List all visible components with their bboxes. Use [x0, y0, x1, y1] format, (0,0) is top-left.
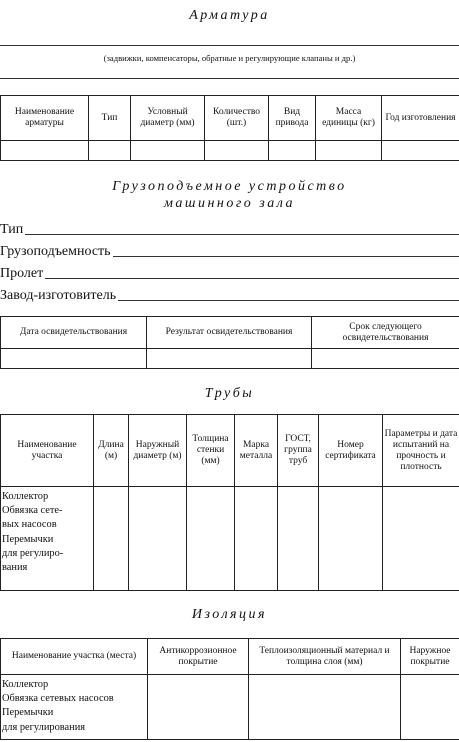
table-cell[interactable] — [382, 141, 459, 161]
column-header: ГОСТ, группа труб — [278, 415, 319, 487]
armatura-note: (задвижки, компенсаторы, обратные и регулирующие клапаны и др.) — [103, 53, 356, 63]
field-label: Тип — [0, 222, 24, 237]
table-cell[interactable] — [235, 487, 278, 591]
row-label: для регулирования — [2, 721, 86, 733]
column-header: Антикоррозионное покрытие — [148, 639, 249, 675]
row-label: Перемычки — [2, 533, 54, 545]
column-header: Длина (м) — [94, 415, 129, 487]
field-blank[interactable] — [113, 256, 459, 257]
column-header: Наименование участка — [1, 415, 94, 487]
column-header: Условный диаметр (мм) — [131, 96, 205, 141]
table-row — [1, 349, 459, 369]
lifting-field-span — [0, 262, 459, 282]
column-header: Результат освидетельствования — [147, 317, 312, 349]
column-header: Количество (шт.) — [205, 96, 269, 141]
insulation-title: Изоляция — [191, 607, 268, 622]
table-cell[interactable] — [94, 487, 129, 591]
column-header: Марка металла — [235, 415, 278, 487]
column-header: Дата освидетельствования — [1, 317, 147, 349]
column-header: Тип — [89, 96, 131, 141]
lifting-field-type — [0, 218, 459, 238]
table-cell[interactable] — [319, 487, 383, 591]
field-label: Грузоподъемность — [0, 244, 111, 259]
armatura-blank-line — [0, 45, 459, 46]
table-row — [1, 675, 459, 740]
table-cell[interactable] — [278, 487, 319, 591]
table-cell[interactable] — [129, 487, 187, 591]
table-cell[interactable] — [269, 141, 316, 161]
column-header: Год изготовления — [382, 96, 459, 141]
table-row — [1, 141, 459, 161]
column-header: Наружное покрытие — [401, 639, 459, 675]
table-cell[interactable] — [249, 675, 401, 740]
section-names-cell — [1, 675, 148, 740]
section-names-cell — [1, 487, 94, 591]
lifting-title: Грузоподъемное устройство — [112, 179, 347, 194]
row-label: Перемычки — [2, 707, 54, 719]
column-header: Вид привода — [269, 96, 316, 141]
table-cell[interactable] — [89, 141, 131, 161]
lifting-title-line2: машинного зала — [163, 196, 296, 211]
column-header: Толщина стенки (мм) — [187, 415, 235, 487]
field-blank[interactable] — [45, 278, 459, 279]
table-cell[interactable] — [1, 349, 147, 369]
column-header: Наименование арматуры — [1, 96, 89, 141]
column-header: Срок следующего освидетельствования — [312, 317, 459, 349]
row-label: Коллектор — [2, 679, 49, 690]
column-header: Масса единицы (кг) — [316, 96, 382, 141]
row-label: вых насосов — [2, 519, 57, 531]
column-header: Наружный диаметр (м) — [129, 415, 187, 487]
column-header: Наименование участка (места) — [1, 639, 148, 675]
table-row — [1, 487, 459, 591]
lifting-field-manufacturer — [0, 284, 459, 304]
row-label: Обвязка сетевых насосов — [2, 693, 114, 705]
field-label: Пролет — [0, 266, 44, 281]
pipes-title: Трубы — [204, 386, 255, 401]
pipes-table — [0, 414, 459, 591]
table-cell[interactable] — [187, 487, 235, 591]
field-blank[interactable] — [118, 300, 459, 301]
column-header: Параметры и дата испытаний на прочность и плотность — [383, 415, 459, 487]
table-cell[interactable] — [1, 141, 89, 161]
table-cell[interactable] — [316, 141, 382, 161]
armatura-table — [0, 95, 459, 161]
row-label: Коллектор — [2, 491, 49, 502]
armatura-title: Арматура — [189, 8, 270, 23]
table-cell[interactable] — [148, 675, 249, 740]
column-header: Теплоизоляционный материал и толщина слоя (мм) — [249, 639, 401, 675]
table-cell[interactable] — [312, 349, 459, 369]
column-header: Номер сертификата — [319, 415, 383, 487]
armatura-blank-line — [0, 78, 459, 79]
table-cell[interactable] — [383, 487, 459, 591]
insulation-table — [0, 638, 459, 740]
table-cell[interactable] — [131, 141, 205, 161]
row-label: для регулиро- — [2, 547, 64, 559]
table-cell[interactable] — [147, 349, 312, 369]
lifting-field-capacity — [0, 240, 459, 260]
field-label: Завод-изготовитель — [0, 288, 117, 303]
field-blank[interactable] — [25, 234, 459, 235]
row-label: вания — [2, 562, 28, 574]
row-label: Обвязка сете- — [2, 505, 63, 517]
lifting-inspection-table — [0, 316, 459, 369]
table-cell[interactable] — [205, 141, 269, 161]
table-cell[interactable] — [401, 675, 459, 740]
